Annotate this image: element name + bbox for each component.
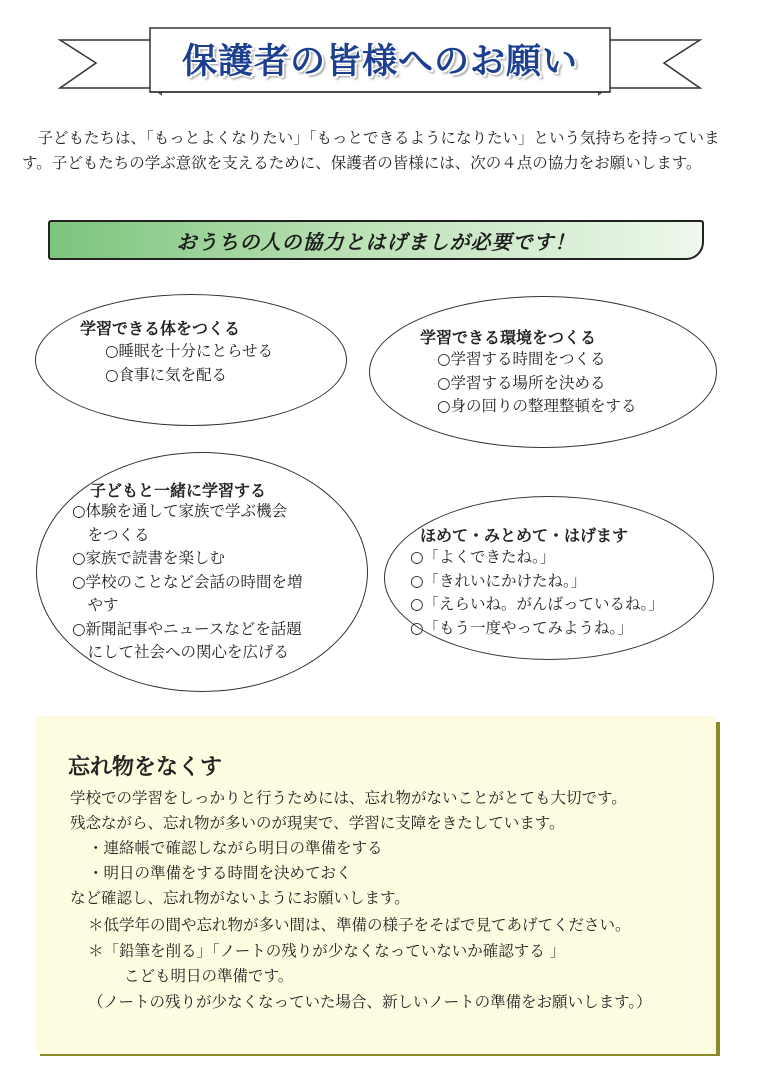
oval-title: 学習できる体をつくる <box>80 319 241 338</box>
oval-title: ほめて・みとめて・はげます <box>420 526 629 545</box>
oval-item: ○食事に気を配る <box>105 365 228 384</box>
box-line: ＊低学年の間や忘れ物が多い間は、準備の様子をそばで見てあげてください。 <box>88 916 631 934</box>
oval-item: ○家族で読書を楽しむ <box>72 549 226 567</box>
oval-title: 子どもと一緒に学習する <box>90 481 267 500</box>
oval-items <box>72 500 303 665</box>
section-banner-text: おうちの人の協力とはげましが必要です！ <box>176 229 576 254</box>
box-line: （ノートの残りが少なくなっていた場合、新しいノートの準備をお願いします。） <box>88 993 652 1011</box>
oval-item: ○身の回りの整理整頓をする <box>437 397 637 415</box>
oval-item: ○「きれいにかけたね。」 <box>410 571 587 590</box>
oval-item: をつくる <box>72 525 150 544</box>
oval-item: ○「よくできたね。」 <box>410 548 556 566</box>
oval-item: ○体験を通して家族で学ぶ機会 <box>72 502 288 520</box>
box-line: こども明日の準備です。 <box>124 967 294 985</box>
box-title: 忘れ物をなくす <box>68 755 223 780</box>
oval-item: ○学習する時間をつくる <box>437 350 606 368</box>
box-line: ・連絡帳で確認しながら明日の準備をする <box>88 839 383 857</box>
oval-item: ○「もう一度やってみようね。」 <box>410 618 633 637</box>
box-line: 残念ながら、忘れ物が多いのが現実で、学習に支障をきたしています。 <box>70 814 565 832</box>
oval-items <box>410 546 664 640</box>
box-line: ＊「鉛筆を削る」「ノートの残りが少なくなっていないか確認する 」 <box>88 942 566 960</box>
oval-title: 学習できる環境をつくる <box>420 328 597 347</box>
oval-item: にして社会への関心を広げる <box>72 643 290 661</box>
oval-item: ○学校のことなど会話の時間を増 <box>72 572 303 591</box>
oval-item: ○睡眠を十分にとらせる <box>105 342 274 360</box>
box-line: 学校での学習をしっかりと行うためには、忘れ物がないことがとても大切です。 <box>70 789 627 807</box>
box-shadow <box>716 722 720 1056</box>
oval-item: ○新聞記事やニュースなどを話題 <box>72 619 302 638</box>
intro-paragraph: 子どもたちは、「もっとよくなりたい」「もっとできるようになりたい」という気持ちを持っています。子どもたちの学ぶ意欲を支えるために、保護者の皆様には、次の４点の協力をお願いします。 <box>22 129 720 172</box>
oval-items <box>437 348 637 419</box>
oval-item: ○「えらいね。がんばっているね。」 <box>410 595 664 613</box>
oval-items <box>105 340 273 387</box>
box-line: ・明日の準備をする時間を決めておく <box>88 864 352 882</box>
section-banner <box>48 220 704 260</box>
oval-item: やす <box>72 596 119 614</box>
page-title: 保護者の皆様へのお願い <box>181 42 578 82</box>
oval-item: ○学習する場所を決める <box>437 373 606 392</box>
box-line: など確認し、忘れ物がないようにお願いします。 <box>70 889 410 907</box>
